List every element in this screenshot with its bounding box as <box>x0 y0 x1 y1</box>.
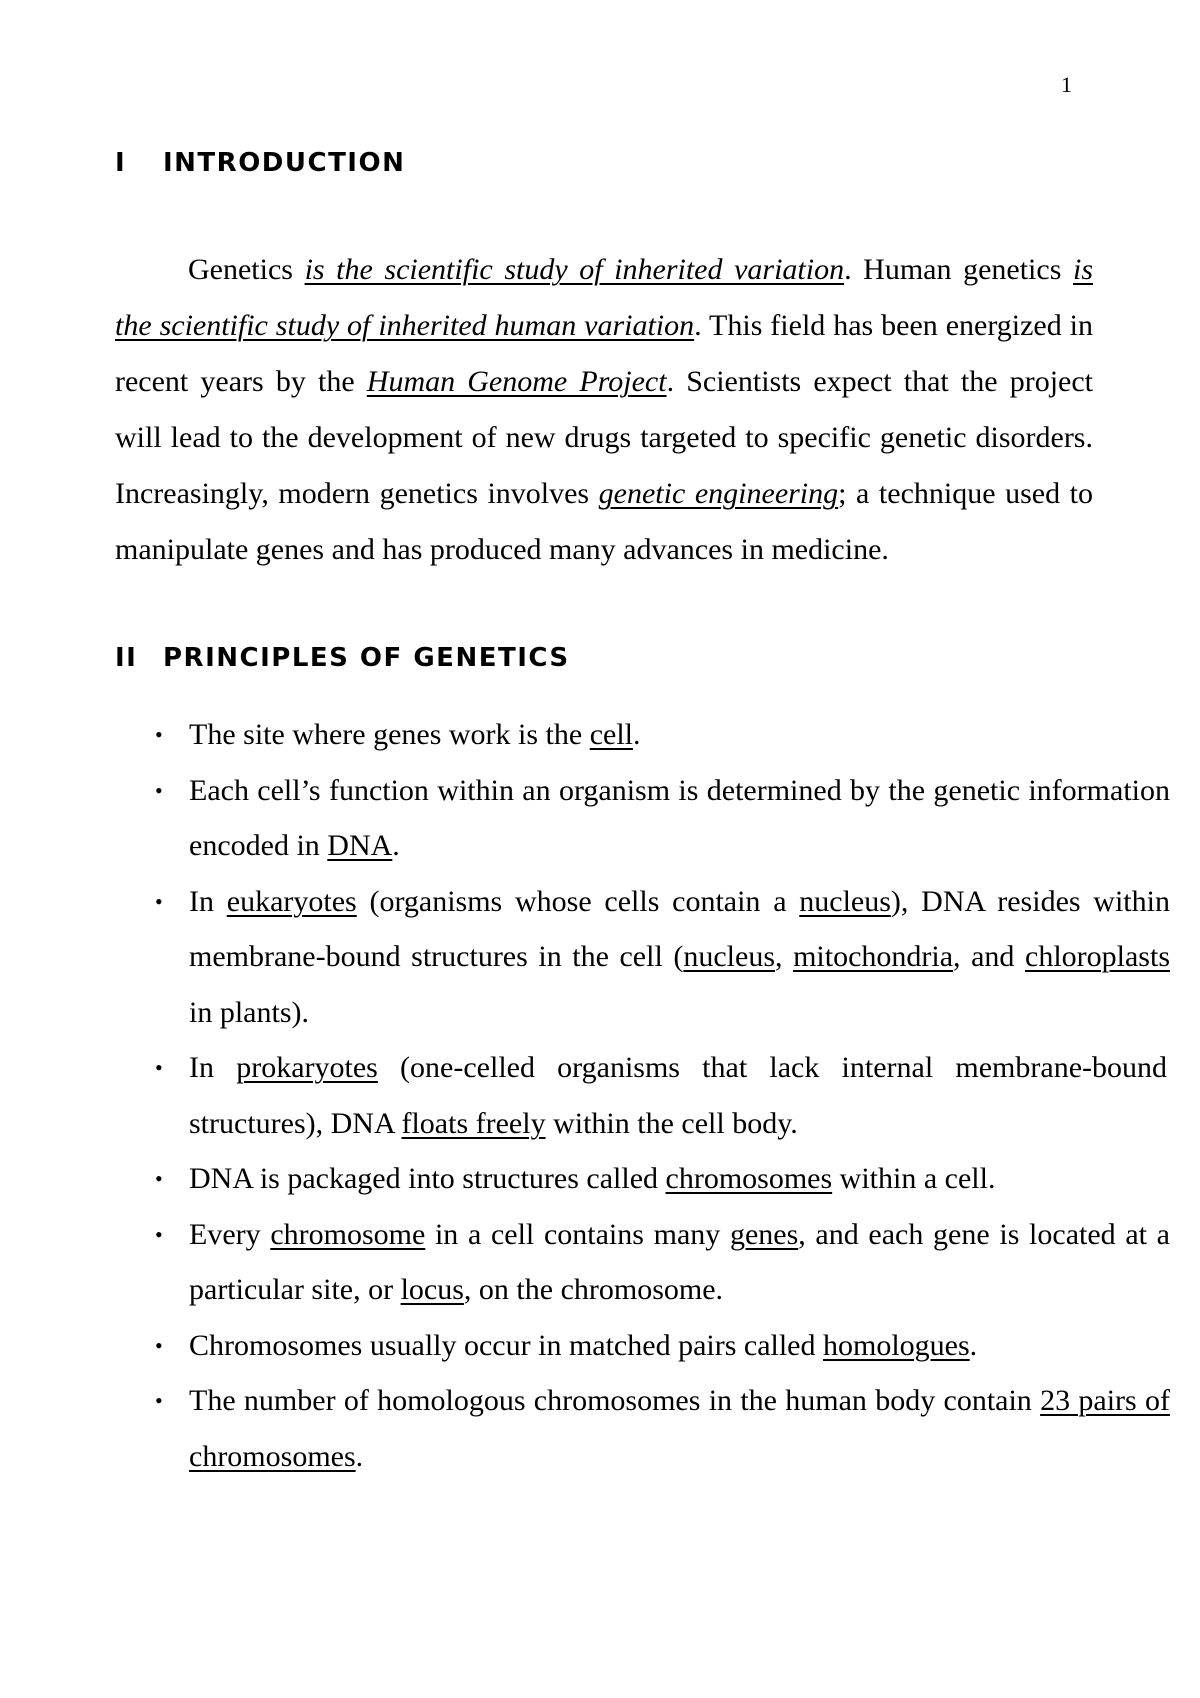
section-heading-principles <box>115 643 570 673</box>
emphasized-term: eukaryotes <box>226 884 357 918</box>
section-title: INTRODUCTION <box>163 148 406 178</box>
text-run: The site where genes work is the <box>189 718 590 751</box>
text-run: ; a technique used to manipulate genes and has produced many advances in medicine. <box>115 477 1093 566</box>
emphasized-term: is the scientific study of inherited variation <box>304 253 845 286</box>
bullet-item <box>115 874 1170 1041</box>
emphasized-term: prokaryotes <box>236 1051 378 1084</box>
text-run: DNA is packaged into structures called <box>189 1162 666 1195</box>
bullet-item <box>115 1207 1170 1318</box>
bullet-icon: • <box>155 722 163 747</box>
page-number: 1 <box>1061 72 1072 97</box>
bullet-icon: • <box>155 1332 163 1358</box>
text-run: . This field has been energized in recent years by the <box>115 309 1093 398</box>
text-run: , and <box>953 940 1026 973</box>
text-run: in a cell contains many <box>425 1217 730 1251</box>
section-heading-introduction <box>115 148 405 178</box>
emphasized-term: DNA <box>327 829 393 862</box>
text-run: . <box>633 718 641 751</box>
text-run: , on the chromosome. <box>463 1273 724 1306</box>
emphasized-term: mitochondria <box>793 940 954 973</box>
bullet-icon: • <box>155 1055 163 1080</box>
emphasized-term: Human Genome Project <box>366 365 667 398</box>
bullet-icon: • <box>155 888 163 914</box>
bullet-item <box>115 1318 1170 1374</box>
text-run: (organisms whose cells contain a <box>356 884 800 918</box>
emphasized-term: genetic engineering <box>598 477 839 510</box>
text-run: within a cell. <box>832 1162 996 1195</box>
bullet-icon: • <box>155 1221 163 1247</box>
introduction-paragraph <box>115 242 1093 578</box>
text-run: Chromosomes usually occur in matched pairs called <box>189 1328 823 1362</box>
bullet-item <box>115 1373 1170 1484</box>
text-run: . Scientists expect that the project will lead to the development of new drugs targeted to specific genetic disorders. Increasingly, modern genetics involves <box>115 365 1093 510</box>
text-run: In <box>189 1051 237 1084</box>
emphasized-term: chloroplasts <box>1025 940 1170 973</box>
text-run: ), DNA resides within membrane-bound structures in the cell ( <box>189 884 1170 973</box>
text-run: . <box>969 1328 978 1362</box>
section-title: PRINCIPLES OF GENETICS <box>163 643 570 673</box>
text-run: . <box>355 1439 364 1473</box>
emphasized-term: nucleus <box>683 940 775 973</box>
emphasized-term: floats freely <box>401 1106 546 1140</box>
emphasized-term: genes <box>729 1217 799 1251</box>
section-numeral: II <box>115 643 138 673</box>
bullet-icon: • <box>155 1166 163 1191</box>
principles-bullet-list <box>115 707 1170 1484</box>
emphasized-term: chromosome <box>270 1217 426 1251</box>
bullet-icon: • <box>155 1388 163 1413</box>
emphasized-term: nucleus <box>799 884 891 918</box>
text-run: The number of homologous chromosomes in the human body contain <box>189 1384 1041 1417</box>
bullet-item <box>115 1040 1167 1151</box>
emphasized-term: cell <box>589 718 634 751</box>
bullet-item <box>115 1151 1170 1207</box>
bullet-icon: • <box>155 777 163 803</box>
text-run: Each cell’s function within an organism is determined by the genetic information encoded in <box>189 773 1170 862</box>
text-run: In <box>189 884 227 918</box>
text-run: Every <box>189 1217 271 1251</box>
text-run: within the cell body. <box>545 1106 798 1140</box>
text-run: Genetics <box>188 253 305 286</box>
bullet-item <box>115 763 1170 874</box>
emphasized-term: is the scientific study of inherited human variation <box>115 253 1093 342</box>
bullet-item <box>115 707 1170 763</box>
section-numeral: I <box>115 148 127 178</box>
text-run: . <box>392 829 400 862</box>
text-run: . Human genetics <box>844 253 1073 286</box>
text-run: in plants). <box>189 995 309 1029</box>
emphasized-term: 23 pairs of chromosomes <box>189 1384 1170 1473</box>
text-run: (one-celled organisms that lack internal membrane-bound structures), DNA <box>189 1051 1167 1140</box>
text-run: , <box>775 940 794 973</box>
emphasized-term: chromosomes <box>665 1162 833 1195</box>
emphasized-term: locus <box>400 1273 464 1306</box>
text-run: , and each gene is located at a particular site, or <box>189 1217 1170 1306</box>
emphasized-term: homologues <box>823 1328 970 1362</box>
